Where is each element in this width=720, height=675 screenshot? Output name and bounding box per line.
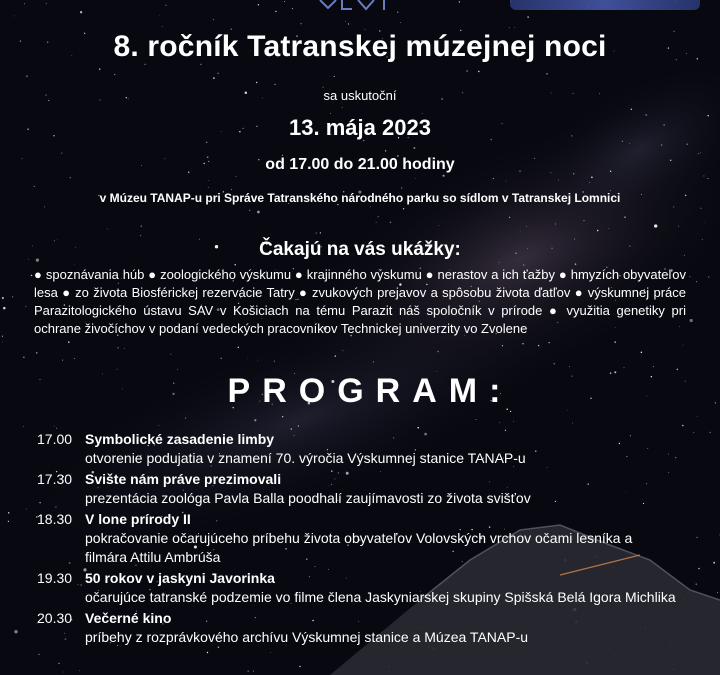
- event-place: v Múzeu TANAP-u pri Správe Tatranského národného parku so sídlom v Tatranskej Lomnici: [99, 191, 621, 205]
- logo-right-icon: [510, 0, 700, 10]
- program-item: [37, 470, 677, 508]
- demos-list: ● spoznávania húb ● zoologického výskumu ● krajinného výskumu ● nerastov a ich ťažby ● hmyzích obyvateľov lesa ● zo života Biosférickej rezervácie Tatry ● zvukových prejavov a spôsobu života ďatľov ● výskumnej práce Parazitologického ústavu SAV v Košiciach na tému Parazit náš spoločník v prírode ● využitia genetiky pri ochrane živočíchov v podaní vedeckých pracovníkov Technickej univerzity vo Zvolene: [34, 267, 686, 336]
- program-item-desc: otvorenie podujatia v znamení 70. výročia Výskumnej stanice TANAP-u: [85, 450, 526, 466]
- program-list: [37, 430, 677, 649]
- program-item-title: Svište nám práve prezimovali: [85, 471, 282, 487]
- program-item-desc: príbehy z rozprávkového archívu Výskumnej stanice a Múzea TANAP-u: [85, 629, 529, 645]
- program-item: [37, 609, 677, 647]
- event-date: 13. mája 2023: [289, 115, 431, 140]
- program-heading: PROGRAM:: [227, 372, 513, 410]
- program-item-time: 17.30: [37, 471, 73, 487]
- page-title: 8. ročník Tatranskej múzejnej noci: [113, 30, 607, 63]
- program-item-desc: pokračovanie očarujúceho príbehu života obyvateľov Volovských vrchov očami lesníka a filmára Attilu Ambrúša: [85, 530, 633, 565]
- program-item-title: Symbolické zasadenie limby: [85, 431, 275, 447]
- program-item-time: 19.30: [37, 570, 73, 586]
- logo-left-icon: [318, 0, 398, 12]
- program-item: [37, 430, 677, 468]
- program-item-desc: prezentácia zoológa Pavla Balla poodhalí zaujímavosti zo života svišťov: [85, 490, 531, 506]
- demos-heading: Čakajú na vás ukážky:: [259, 239, 461, 260]
- program-item: [37, 569, 677, 607]
- program-item-time: 17.00: [37, 431, 73, 447]
- program-item-desc: očarujúce tatranské podzemie vo filme člena Jaskyniarskej skupiny Spišská Belá Igora Michlika: [85, 589, 676, 605]
- event-time: od 17.00 do 21.00 hodiny: [265, 156, 455, 173]
- program-item-title: 50 rokov v jaskyni Javorinka: [85, 570, 275, 586]
- program-item-title: V lone prírody II: [85, 511, 191, 527]
- program-item-time: 20.30: [37, 610, 73, 626]
- top-logo-band: [0, 0, 720, 14]
- subtitle: sa uskutoční: [323, 88, 397, 103]
- program-item: [37, 510, 677, 567]
- program-item-time: 18.30: [37, 511, 73, 527]
- program-item-title: Večerné kino: [85, 610, 172, 626]
